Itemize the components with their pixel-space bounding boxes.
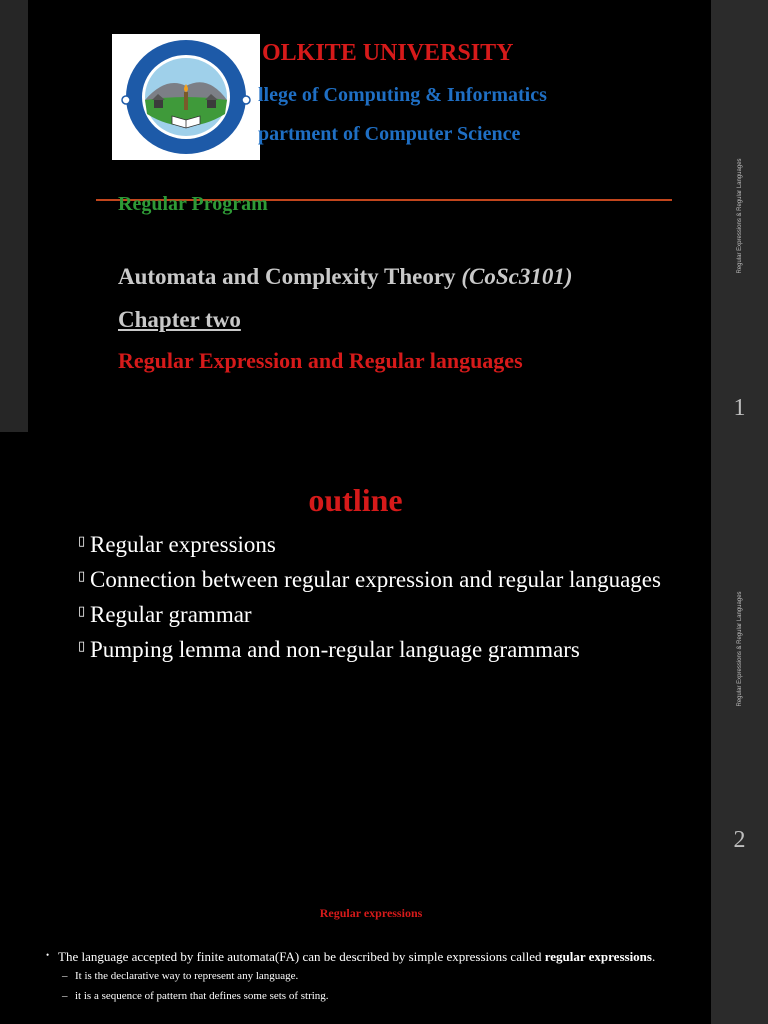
sidebar-caption: Regular Expressions & Regular Languages	[736, 591, 743, 707]
course-name: Automata and Complexity Theory	[118, 264, 462, 289]
left-edge-panel	[0, 0, 28, 432]
bullet-item	[46, 948, 676, 966]
sidebar-caption: Regular Expressions & Regular Languages	[736, 158, 743, 274]
course-title	[118, 264, 572, 290]
course-code: (CoSc3101)	[461, 264, 573, 289]
slide-number: 2	[733, 827, 746, 853]
outline-list	[78, 530, 678, 670]
slide-sidebar	[711, 0, 768, 432]
chapter-label: Chapter two	[118, 307, 241, 332]
slide-sidebar	[711, 866, 768, 1024]
bullet-end: .	[651, 949, 656, 964]
outline-title: outline	[308, 482, 403, 518]
bullet-text: The language accepted by finite automata(FA) can be described by simple expressions called	[58, 949, 545, 964]
list-item: ▯ Connection between regular expression and regular languages	[78, 565, 678, 595]
slide-sidebar	[711, 432, 768, 866]
sub-bullet-item: – It is the declarative way to represent any language.	[46, 966, 676, 986]
slide-body	[46, 948, 676, 1006]
university-logo	[112, 34, 260, 160]
list-item: ▯ Regular expressions	[78, 530, 678, 560]
university-name: OLKITE UNIVERSITY	[262, 40, 514, 66]
department-name: partment of Computer Science	[258, 123, 521, 145]
bullet-bold-term: regular expressions	[544, 949, 652, 964]
slide-number: 1	[733, 395, 746, 421]
chapter-title: Regular Expression and Regular languages	[118, 348, 523, 373]
slide-1	[0, 0, 768, 432]
college-name: llege of Computing & Informatics	[258, 84, 547, 106]
list-item: ▯ Pumping lemma and non-regular language grammars	[78, 635, 678, 665]
slide-2	[0, 432, 768, 866]
slide-title: Regular expressions	[319, 906, 423, 920]
list-item: ▯ Regular grammar	[78, 600, 678, 630]
program-label: Regular Program	[118, 193, 268, 215]
slide-3	[0, 866, 768, 1024]
sub-bullet-item: – it is a sequence of pattern that defines some sets of string.	[46, 986, 676, 1006]
